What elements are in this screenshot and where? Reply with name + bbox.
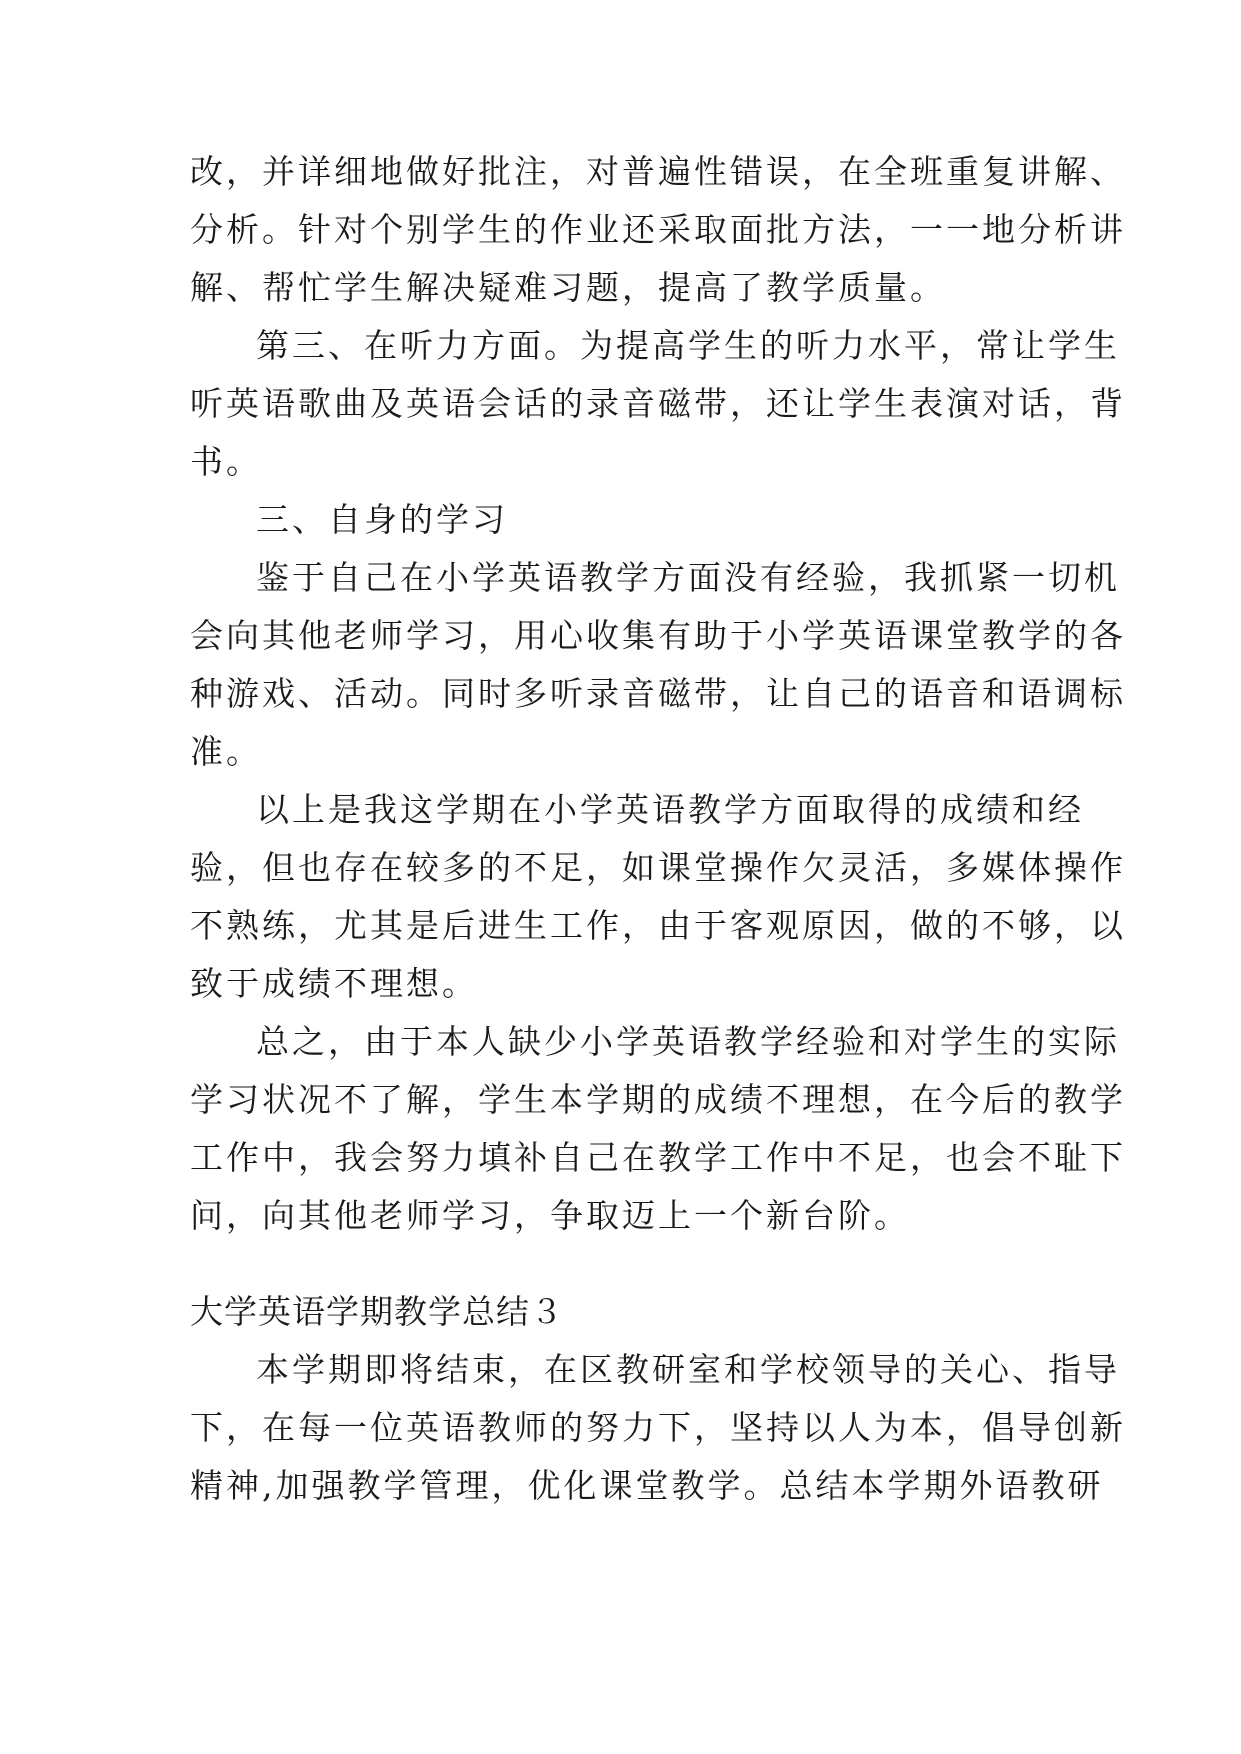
- document-title: 大学英语学期教学总结３: [190, 1292, 564, 1331]
- text-line: 学习状况不了解，学生本学期的成绩不理想，在今后的教学: [190, 1080, 1126, 1119]
- text-line: 书。: [190, 442, 262, 481]
- text-line: 改，并详细地做好批注，对普遍性错误，在全班重复讲解、: [190, 152, 1126, 191]
- text-line: 听英语歌曲及英语会话的录音磁带，还让学生表演对话，背: [190, 384, 1126, 423]
- document-body: [190, 152, 1126, 1524]
- text-line: 验，但也存在较多的不足，如课堂操作欠灵活，多媒体操作: [190, 848, 1126, 887]
- text-line: 解、帮忙学生解决疑难习题，提高了教学质量。: [190, 268, 946, 307]
- text-line: 问，向其他老师学习，争取迈上一个新台阶。: [190, 1196, 910, 1235]
- text-line: 第三、在听力方面。为提高学生的听力水平，常让学生: [256, 326, 1120, 365]
- text-line: 鉴于自己在小学英语教学方面没有经验，我抓紧一切机: [256, 558, 1120, 597]
- text-line: 下，在每一位英语教师的努力下，坚持以人为本，倡导创新: [190, 1408, 1126, 1447]
- text-line: 准。: [190, 732, 262, 771]
- text-line: 会向其他老师学习，用心收集有助于小学英语课堂教学的各: [190, 616, 1126, 655]
- text-line: 以上是我这学期在小学英语教学方面取得的成绩和经: [256, 790, 1084, 829]
- text-line: 种游戏、活动。同时多听录音磁带，让自己的语音和语调标: [190, 674, 1126, 713]
- text-line: 本学期即将结束，在区教研室和学校领导的关心、指导: [256, 1350, 1120, 1389]
- text-line: 工作中，我会努力填补自己在教学工作中不足，也会不耻下: [190, 1138, 1126, 1177]
- text-line: 总之，由于本人缺少小学英语教学经验和对学生的实际: [256, 1022, 1120, 1061]
- text-line: 分析。针对个别学生的作业还采取面批方法，一一地分析讲: [190, 210, 1126, 249]
- text-line: 精神,加强教学管理，优化课堂教学。总结本学期外语教研: [190, 1466, 1104, 1505]
- text-line: 致于成绩不理想。: [190, 964, 478, 1003]
- text-line: 不熟练，尤其是后进生工作，由于客观原因，做的不够，以: [190, 906, 1126, 945]
- section-heading: 三、自身的学习: [256, 500, 508, 539]
